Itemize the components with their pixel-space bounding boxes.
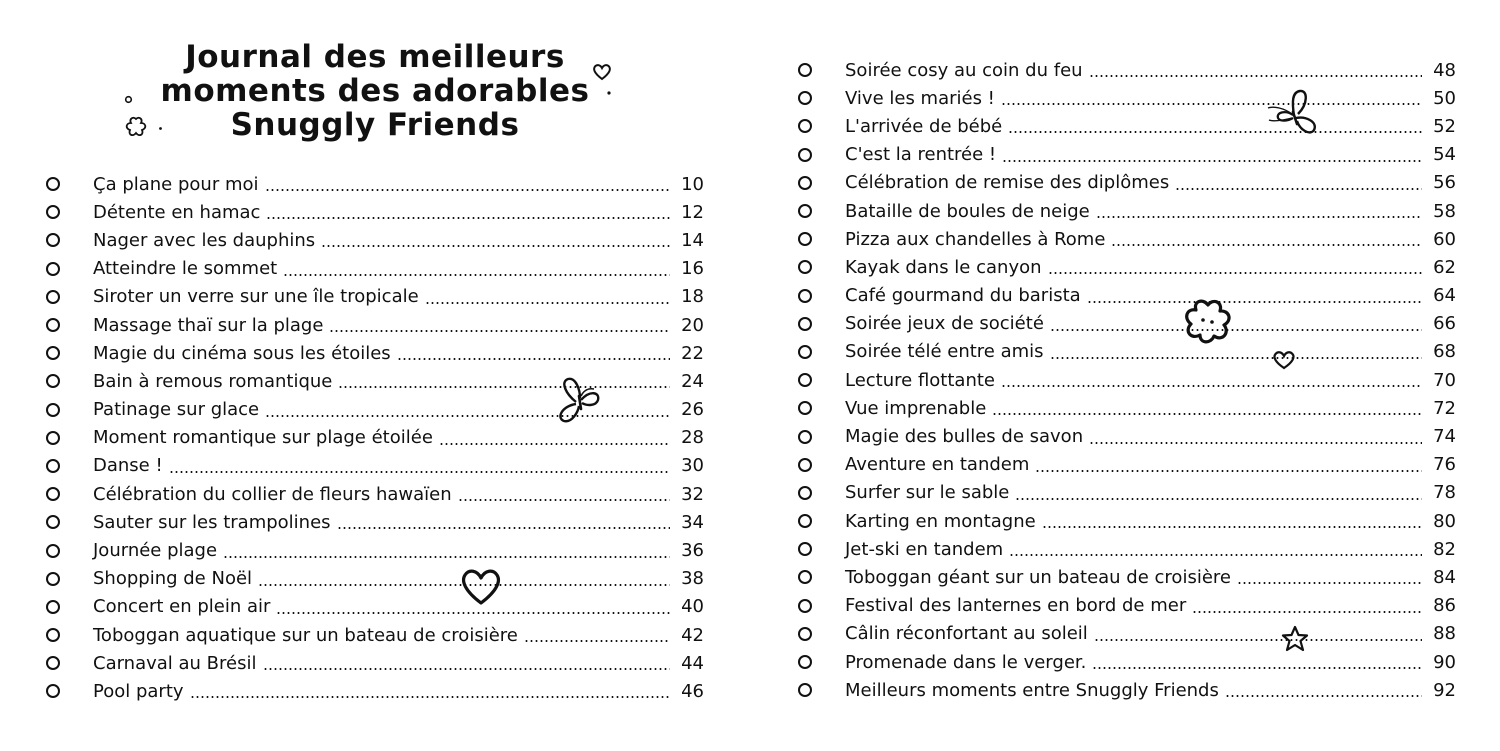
toc-entry-label: Promenade dans le verger.: [845, 651, 1087, 673]
toc-entry: [796, 535, 1456, 563]
toc-entry: [796, 479, 1456, 507]
checkbox-circle-icon[interactable]: [46, 459, 60, 473]
toc-entry-label: Ça plane pour moi: [93, 173, 259, 195]
toc-entry-label: Lecture flottante: [845, 369, 995, 391]
toc-entry-label: L'arrivée de bébé: [845, 115, 1003, 137]
toc-entry-page-number: 36: [681, 540, 704, 562]
toc-entry-page-number: 54: [1433, 144, 1456, 166]
dot-icon: [606, 90, 612, 96]
checkbox-circle-icon[interactable]: [46, 684, 60, 698]
toc-entry-label: Magie du cinéma sous les étoiles: [93, 342, 391, 364]
toc-entry-page-number: 56: [1433, 172, 1456, 194]
toc-entry-label: Vive les mariés !: [845, 87, 995, 109]
toc-entry-page-number: 68: [1433, 341, 1456, 363]
toc-entry-page-number: 20: [681, 314, 704, 336]
dot-leader: [1111, 244, 1422, 246]
checkbox-circle-icon[interactable]: [798, 176, 812, 190]
checkbox-circle-icon[interactable]: [46, 628, 60, 642]
toc-entry-page-number: 76: [1433, 454, 1456, 476]
checkbox-circle-icon[interactable]: [46, 177, 60, 191]
toc-entry: [796, 451, 1456, 479]
toc-entry: [44, 677, 704, 705]
toc-entry-label: Siroter un verre sur une île tropicale: [93, 286, 419, 308]
toc-entry-page-number: 90: [1433, 651, 1456, 673]
butterfly-icon: [552, 376, 606, 424]
toc-entry: [796, 394, 1456, 422]
toc-entry-label: Magie des bulles de savon: [845, 426, 1084, 448]
checkbox-circle-icon[interactable]: [46, 572, 60, 586]
dot-leader: [458, 499, 670, 501]
toc-entry-label: Danse !: [93, 455, 163, 477]
dot-leader: [1001, 103, 1422, 105]
checkbox-circle-icon[interactable]: [46, 515, 60, 529]
toc-entry-label: Concert en plein air: [93, 596, 271, 618]
dot-leader: [329, 330, 670, 332]
toc-entry: [44, 452, 704, 480]
toc-entry: [796, 282, 1456, 310]
toc-entry-label: Aventure en tandem: [845, 454, 1030, 476]
checkbox-circle-icon[interactable]: [798, 260, 812, 274]
dot-leader: [524, 640, 670, 642]
toc-entry: [44, 621, 704, 649]
checkbox-circle-icon[interactable]: [798, 63, 812, 77]
toc-entry-label: Carnaval au Brésil: [93, 652, 257, 674]
toc-entry-page-number: 40: [681, 596, 704, 618]
dot-leader: [265, 189, 671, 191]
checkbox-circle-icon[interactable]: [798, 458, 812, 472]
heart-icon: [1272, 350, 1296, 371]
toc-entry: [796, 169, 1456, 197]
checkbox-circle-icon[interactable]: [798, 317, 812, 331]
checkbox-circle-icon[interactable]: [46, 318, 60, 332]
toc-entry-label: Détente en hamac: [93, 201, 261, 223]
dot-leader: [1089, 442, 1422, 444]
toc-entry: [44, 198, 704, 226]
toc-entry: [44, 311, 704, 339]
dot-leader: [263, 668, 671, 670]
dot-leader: [1035, 470, 1422, 472]
dot-leader: [1015, 498, 1422, 500]
toc-entry-label: Pool party: [93, 680, 184, 702]
toc-entry-page-number: 62: [1433, 256, 1456, 278]
toc-entry-label: Massage thaï sur la plage: [93, 314, 324, 336]
dot-leader: [276, 612, 670, 614]
checkbox-circle-icon[interactable]: [798, 91, 812, 105]
dot-leader: [1001, 385, 1422, 387]
dot-leader: [1008, 131, 1422, 133]
toc-entry: [44, 339, 704, 367]
heart-icon: [459, 567, 503, 607]
toc-entry-page-number: 60: [1433, 228, 1456, 250]
toc-entry: [796, 338, 1456, 366]
toc-entry-label: Toboggan aquatique sur un bateau de croisière: [93, 624, 518, 646]
checkbox-circle-icon[interactable]: [46, 374, 60, 388]
checkbox-circle-icon[interactable]: [46, 600, 60, 614]
toc-entry-label: Soirée jeux de société: [845, 313, 1044, 335]
checkbox-circle-icon[interactable]: [46, 487, 60, 501]
toc-entry-label: Kayak dans le canyon: [845, 256, 1042, 278]
toc-entry: [796, 648, 1456, 676]
toc-entry: [44, 565, 704, 593]
checkbox-circle-icon[interactable]: [798, 683, 812, 697]
toc-entry: [796, 310, 1456, 338]
toc-entry-page-number: 34: [681, 511, 704, 533]
toc-entry-page-number: 72: [1433, 397, 1456, 419]
checkbox-circle-icon[interactable]: [46, 205, 60, 219]
checkbox-circle-icon[interactable]: [46, 403, 60, 417]
toc-entry-page-number: 86: [1433, 595, 1456, 617]
toc-entry: [44, 536, 704, 564]
checkbox-circle-icon[interactable]: [798, 486, 812, 500]
toc-entry-page-number: 80: [1433, 510, 1456, 532]
checkbox-circle-icon[interactable]: [798, 430, 812, 444]
heart-icon: [592, 63, 612, 81]
toc-entry-label: Soirée télé entre amis: [845, 341, 1044, 363]
toc-entry-label: Toboggan géant sur un bateau de croisière: [845, 566, 1231, 588]
toc-entry-label: Bataille de boules de neige: [845, 200, 1090, 222]
checkbox-circle-icon[interactable]: [798, 401, 812, 415]
dot-leader: [1042, 526, 1422, 528]
toc-entry: [796, 84, 1456, 112]
checkbox-circle-icon[interactable]: [46, 544, 60, 558]
toc-entry-label: Moment romantique sur plage étoilée: [93, 427, 433, 449]
toc-entry-label: Karting en montagne: [845, 510, 1036, 532]
toc-entry-label: Soirée cosy au coin du feu: [845, 59, 1083, 81]
toc-entry-label: Meilleurs moments entre Snuggly Friends: [845, 679, 1219, 701]
toc-entry: [44, 593, 704, 621]
dot-leader: [425, 302, 670, 304]
toc-entry-page-number: 24: [681, 370, 704, 392]
toc-entry-label: Nager avec les dauphins: [93, 229, 316, 251]
title-line-2: moments des adorables: [160, 73, 590, 109]
toc-entry-page-number: 32: [681, 483, 704, 505]
toc-entry: [44, 283, 704, 311]
toc-entry-page-number: 84: [1433, 566, 1456, 588]
checkbox-circle-icon[interactable]: [46, 233, 60, 247]
toc-entry: [796, 253, 1456, 281]
dot-leader: [283, 274, 670, 276]
dot-leader: [1175, 188, 1422, 190]
checkbox-circle-icon[interactable]: [798, 655, 812, 669]
dot-leader: [190, 696, 670, 698]
toc-entry-page-number: 48: [1433, 59, 1456, 81]
toc-entry-page-number: 46: [681, 680, 704, 702]
toc-entry: [44, 424, 704, 452]
toc-entry-label: Célébration de remise des diplômes: [845, 172, 1170, 194]
toc-entry-label: Bain à remous romantique: [93, 370, 333, 392]
toc-entry: [796, 563, 1456, 591]
checkbox-circle-icon[interactable]: [798, 148, 812, 162]
dot-leader: [321, 245, 670, 247]
dot-leader: [1050, 357, 1422, 359]
toc-entry: [796, 225, 1456, 253]
toc-entry-page-number: 88: [1433, 623, 1456, 645]
toc-entry: [796, 422, 1456, 450]
dot-leader: [992, 413, 1422, 415]
dot-leader: [337, 527, 670, 529]
toc-entry-page-number: 14: [681, 229, 704, 251]
toc-entry: [796, 676, 1456, 704]
toc-entry-page-number: 16: [681, 258, 704, 280]
toc-entry-page-number: 12: [681, 201, 704, 223]
toc-entry-label: Patinage sur glace: [93, 399, 260, 421]
toc-entry-page-number: 28: [681, 427, 704, 449]
checkbox-circle-icon[interactable]: [798, 289, 812, 303]
dot-leader: [1050, 329, 1422, 331]
page-title: [110, 40, 640, 142]
dot-leader: [1009, 554, 1422, 556]
toc-entry-label: Journée plage: [93, 540, 218, 562]
checkbox-circle-icon[interactable]: [46, 262, 60, 276]
checkbox-circle-icon[interactable]: [798, 570, 812, 584]
checkbox-circle-icon[interactable]: [798, 514, 812, 528]
checkbox-circle-icon[interactable]: [46, 656, 60, 670]
toc-entry: [796, 592, 1456, 620]
toc-entry: [44, 255, 704, 283]
butterfly-icon: [1266, 88, 1322, 138]
toc-entry-page-number: 92: [1433, 679, 1456, 701]
checkbox-circle-icon[interactable]: [798, 204, 812, 218]
toc-entry-page-number: 30: [681, 455, 704, 477]
checkbox-circle-icon[interactable]: [798, 542, 812, 556]
dot-leader: [1087, 301, 1422, 303]
toc-entry: [796, 56, 1456, 84]
toc-entry: [796, 197, 1456, 225]
dot-leader: [1094, 639, 1422, 641]
flower-icon: [1183, 298, 1233, 344]
toc-entry-page-number: 52: [1433, 115, 1456, 137]
toc-entry-page-number: 82: [1433, 538, 1456, 560]
checkbox-circle-icon[interactable]: [798, 119, 812, 133]
dot-icon: [124, 95, 133, 104]
dot-leader: [265, 415, 670, 417]
toc-entry-page-number: 38: [681, 568, 704, 590]
toc-entry-page-number: 66: [1433, 313, 1456, 335]
toc-entry-page-number: 18: [681, 286, 704, 308]
dot-leader: [223, 556, 670, 558]
star-icon: [1279, 624, 1311, 654]
toc-entry: [44, 649, 704, 677]
dot-leader: [439, 443, 670, 445]
toc-entry: [796, 141, 1456, 169]
toc-entry: [796, 112, 1456, 140]
toc-entry: [796, 507, 1456, 535]
checkbox-circle-icon[interactable]: [46, 346, 60, 360]
toc-entry-label: Shopping de Noël: [93, 568, 253, 590]
title-line-1: Journal des meilleurs: [185, 39, 565, 75]
dot-leader: [1089, 75, 1422, 77]
checkbox-circle-icon[interactable]: [46, 290, 60, 304]
toc-entry: [796, 620, 1456, 648]
toc-list-right: [796, 56, 1456, 704]
toc-entry: [44, 170, 704, 198]
checkbox-circle-icon[interactable]: [798, 373, 812, 387]
dot-leader: [338, 386, 670, 388]
checkbox-circle-icon[interactable]: [798, 345, 812, 359]
toc-entry-label: C'est la rentrée !: [845, 144, 997, 166]
toc-entry-label: Vue imprenable: [845, 397, 987, 419]
toc-entry-page-number: 74: [1433, 426, 1456, 448]
toc-entry-label: Sauter sur les trampolines: [93, 511, 331, 533]
dot-leader: [1096, 216, 1422, 218]
toc-entry: [796, 366, 1456, 394]
checkbox-circle-icon[interactable]: [798, 599, 812, 613]
toc-entry-label: Atteindre le sommet: [93, 258, 278, 280]
checkbox-circle-icon[interactable]: [46, 431, 60, 445]
dot-leader: [1237, 582, 1422, 584]
toc-entry-label: Pizza aux chandelles à Rome: [845, 228, 1106, 250]
toc-entry: [44, 480, 704, 508]
dot-leader: [397, 358, 670, 360]
toc-entry: [44, 508, 704, 536]
toc-entry-label: Festival des lanternes en bord de mer: [845, 595, 1187, 617]
dot-icon: [158, 126, 163, 131]
checkbox-circle-icon[interactable]: [798, 232, 812, 246]
toc-entry-page-number: 26: [681, 399, 704, 421]
toc-entry-label: Café gourmand du barista: [845, 285, 1081, 307]
toc-entry: [44, 226, 704, 254]
toc-entry-page-number: 58: [1433, 200, 1456, 222]
toc-entry-page-number: 78: [1433, 482, 1456, 504]
dot-leader: [1002, 160, 1422, 162]
toc-entry-label: Célébration du collier de fleurs hawaïen: [93, 483, 452, 505]
toc-entry-page-number: 64: [1433, 285, 1456, 307]
toc-entry-page-number: 22: [681, 342, 704, 364]
dot-leader: [266, 217, 670, 219]
title-line-3: Snuggly Friends: [230, 107, 520, 143]
toc-entry-label: Jet-ski en tandem: [845, 538, 1004, 560]
toc-entry-page-number: 44: [681, 652, 704, 674]
dot-leader: [1048, 272, 1422, 274]
dot-leader: [1092, 667, 1422, 669]
toc-entry-page-number: 42: [681, 624, 704, 646]
checkbox-circle-icon[interactable]: [798, 627, 812, 641]
toc-entry-page-number: 10: [681, 173, 704, 195]
dot-leader: [169, 471, 670, 473]
dot-leader: [1225, 695, 1422, 697]
flower-icon: [124, 116, 148, 138]
toc-entry-label: Surfer sur le sable: [845, 482, 1010, 504]
toc-list-left: [44, 170, 704, 706]
toc-entry-label: Câlin réconfortant au soleil: [845, 623, 1088, 645]
toc-entry-page-number: 50: [1433, 87, 1456, 109]
toc-entry-page-number: 70: [1433, 369, 1456, 391]
dot-leader: [1192, 611, 1422, 613]
